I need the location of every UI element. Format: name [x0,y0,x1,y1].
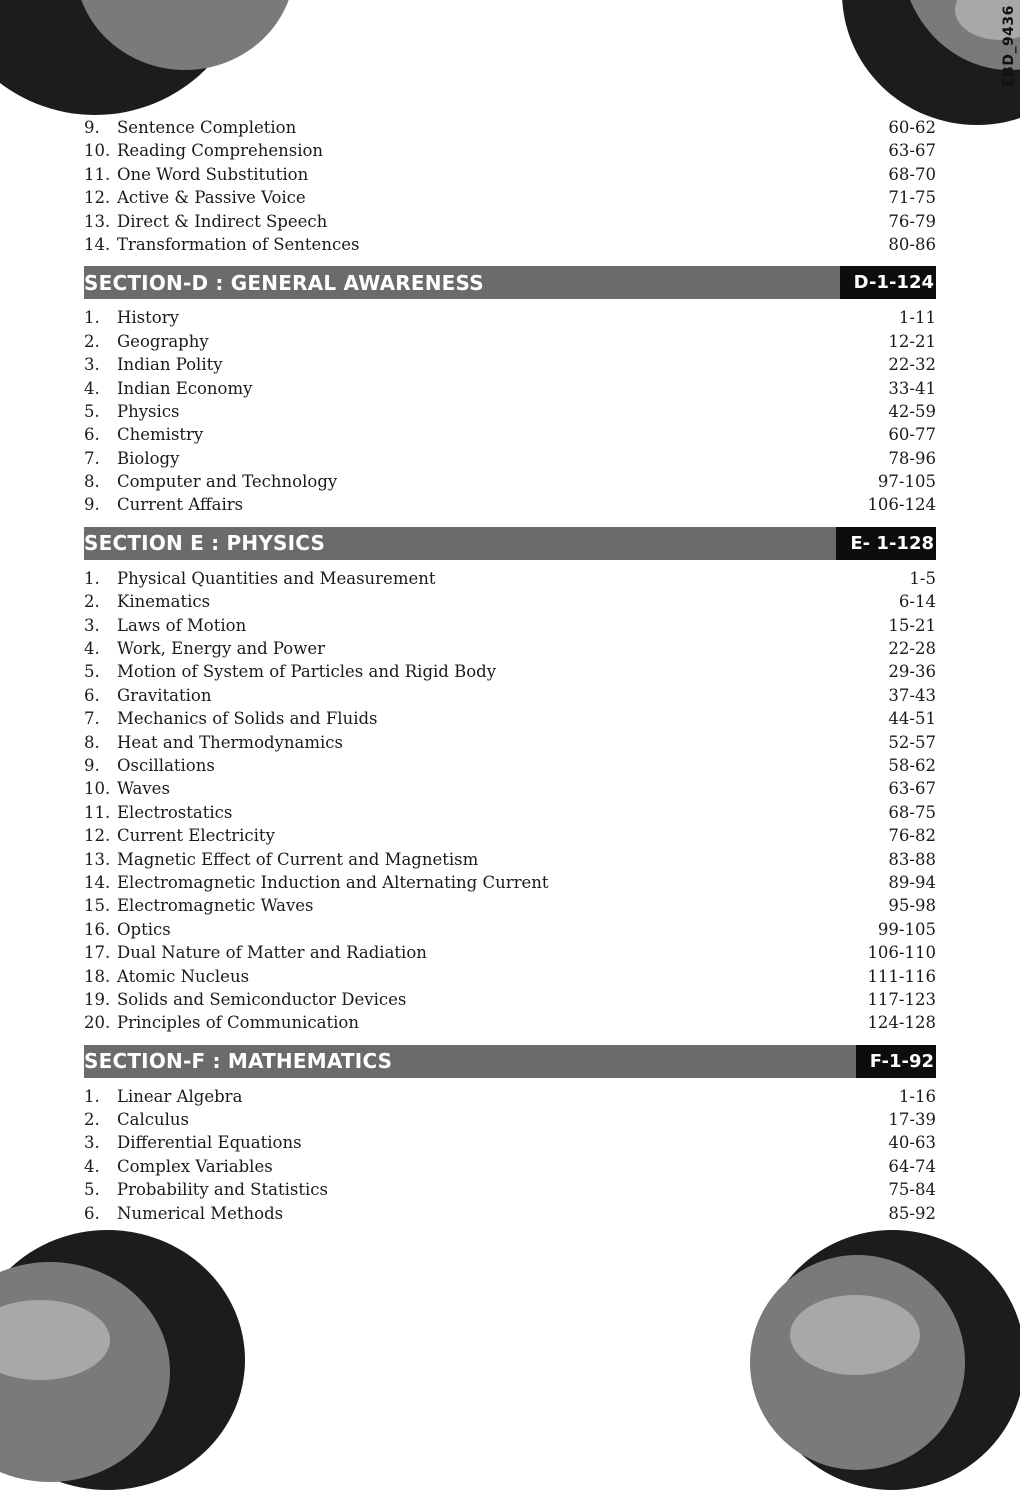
page-range: 97-105 [877,472,936,492]
decorative-circle-bottom-right-highlight [790,1295,920,1375]
chapter-title: Gravitation [117,685,212,705]
page-range: 1-5 [909,568,936,588]
chapter-title: Sentence Completion [117,118,297,137]
chapter-title: Differential Equations [117,1133,302,1153]
toc-row [84,848,936,871]
chapter-title: Probability and Statistics [117,1180,328,1200]
chapter-title: Dual Nature of Matter and Radiation [117,943,427,963]
toc-row [84,731,936,754]
section-page-range: E- 1-128 [836,527,936,560]
chapter-title: Mechanics of Solids and Fluids [117,709,378,729]
chapter-number: 1. [84,308,100,328]
section-page-range: F-1-92 [856,1045,936,1078]
toc-row [84,590,936,613]
section-header [84,527,936,560]
chapter-number: 6. [84,425,100,445]
chapter-number: 12. [84,188,111,208]
page-range: 22-32 [888,355,936,375]
toc-row [84,470,936,493]
page-range: 111-116 [867,966,936,986]
chapter-title: Oscillations [117,755,215,775]
page-range: 37-43 [888,685,936,705]
chapter-number: 4. [84,639,100,659]
chapter-title: Transformation of Sentences [117,234,360,254]
toc-row [84,139,936,162]
chapter-number: 14. [84,872,111,892]
chapter-number: 8. [84,472,100,492]
chapter-number: 9. [84,755,100,775]
chapter-number: 5. [84,1180,100,1200]
toc-row [84,1202,936,1225]
chapter-title: Solids and Semiconductor Devices [117,989,407,1009]
toc-row [84,965,936,988]
toc-row [84,707,936,730]
section-page-range: D-1-124 [840,266,936,299]
page-range: 60-62 [888,118,936,137]
chapter-number: 2. [84,331,100,351]
chapter-title: Optics [117,919,171,939]
toc-row [84,1108,936,1131]
page-range: 63-67 [888,779,936,799]
chapter-title: Motion of System of Particles and Rigid Body [117,662,497,682]
toc-row [84,1155,936,1178]
chapter-title: History [117,308,179,328]
chapter-title: Electrostatics [117,802,233,822]
chapter-title: Work, Energy and Power [117,639,326,659]
page-range: 64-74 [888,1156,936,1176]
chapter-number: 6. [84,685,100,705]
page-range: 33-41 [888,378,936,398]
page-range: 83-88 [888,849,936,869]
page-range: 117-123 [867,989,936,1009]
page-range: 89-94 [888,872,936,892]
page-range: 63-67 [888,141,936,161]
chapter-number: 6. [84,1203,100,1223]
chapter-title: Magnetic Effect of Current and Magnetism [117,849,479,869]
page-range: 58-62 [888,755,936,775]
chapter-title: Reading Comprehension [117,141,324,161]
toc-row [84,233,936,256]
side-code [1000,0,1018,92]
page-range: 17-39 [888,1110,936,1130]
chapter-number: 3. [84,1133,100,1153]
chapter-title: Calculus [117,1110,189,1130]
chapter-number: 17. [84,943,111,963]
page-range: 76-82 [888,826,936,846]
chapter-number: 16. [84,919,111,939]
toc-row [84,801,936,824]
toc-row [84,660,936,683]
toc-row [84,918,936,941]
chapter-title: Waves [117,779,170,799]
section-header [84,1045,936,1078]
toc-row [84,871,936,894]
chapter-number: 11. [84,164,111,184]
page-range: 68-70 [888,164,936,184]
toc-row [84,637,936,660]
page-range: 68-75 [888,802,936,822]
chapter-number: 13. [84,211,111,231]
chapter-number: 2. [84,1110,100,1130]
toc-row [84,423,936,446]
page-range: 22-28 [888,639,936,659]
section-title: SECTION-D : GENERAL AWARENESS [84,270,484,295]
page-range: 1-16 [898,1086,936,1106]
page-range: 29-36 [888,662,936,682]
section-title: SECTION E : PHYSICS [84,531,326,556]
toc-row [84,1178,936,1201]
chapter-title: Active & Passive Voice [117,188,306,208]
chapter-number: 9. [84,118,100,137]
continued-section-list [84,116,936,256]
chapter-title: Physical Quantities and Measurement [117,568,436,588]
chapter-title: Computer and Technology [117,472,338,492]
chapter-title: Heat and Thermodynamics [117,732,343,752]
chapter-title: Electromagnetic Induction and Alternating Current [117,872,549,892]
table-of-contents [84,116,936,1225]
chapter-number: 12. [84,826,111,846]
page-range: 124-128 [867,1013,936,1033]
chapter-number: 9. [84,495,100,515]
chapter-number: 3. [84,355,100,375]
toc-row [84,330,936,353]
chapter-number: 14. [84,234,111,254]
chapter-title: Numerical Methods [117,1203,284,1223]
chapter-title: Biology [117,448,180,468]
toc-row [84,894,936,917]
chapter-title: Geography [117,331,209,351]
toc-row [84,163,936,186]
toc-row [84,941,936,964]
chapter-title: Atomic Nucleus [117,966,250,986]
page-range: 42-59 [888,401,936,421]
chapter-title: Chemistry [117,425,204,445]
toc-row [84,754,936,777]
page-range: 75-84 [888,1180,936,1200]
chapter-number: 10. [84,141,111,161]
toc-row [84,1011,936,1034]
chapter-title: Laws of Motion [117,615,247,635]
chapter-number: 5. [84,401,100,421]
sections-container [84,266,936,1225]
toc-row [84,400,936,423]
chapter-title: Indian Polity [117,355,223,375]
chapter-number: 1. [84,1086,100,1106]
chapter-title: Principles of Communication [117,1013,359,1033]
toc-row [84,447,936,470]
page-range: 95-98 [888,896,936,916]
chapter-number: 11. [84,802,111,822]
toc-row [84,493,936,516]
toc-row [84,186,936,209]
chapter-number: 7. [84,709,100,729]
chapter-number: 7. [84,448,100,468]
chapter-number: 4. [84,1156,100,1176]
page-range: 78-96 [888,448,936,468]
chapter-number: 13. [84,849,111,869]
toc-row [84,824,936,847]
chapter-title: Current Affairs [117,495,244,515]
page-range: 106-124 [867,495,936,515]
section-title: SECTION-F : MATHEMATICS [84,1049,393,1074]
page-range: 106-110 [867,943,936,963]
chapter-title: Electromagnetic Waves [117,896,314,916]
toc-row [84,614,936,637]
page-range: 85-92 [888,1203,936,1223]
page-range: 71-75 [888,188,936,208]
toc-row [84,988,936,1011]
page-range: 76-79 [888,211,936,231]
toc-row [84,306,936,329]
page-range: 6-14 [898,592,936,612]
chapter-number: 5. [84,662,100,682]
page-range: 15-21 [888,615,936,635]
toc-row [84,116,936,139]
chapter-title: Indian Economy [117,378,253,398]
page-range: 1-11 [898,308,936,328]
chapter-title: Linear Algebra [117,1086,243,1106]
chapter-title: Complex Variables [117,1156,273,1176]
page-range: 40-63 [888,1133,936,1153]
page-range: 52-57 [888,732,936,752]
toc-row [84,1085,936,1108]
chapter-title: Direct & Indirect Speech [117,211,328,231]
page-range: 44-51 [888,709,936,729]
side-code-text: EBD_9436 [1001,5,1018,87]
toc-row [84,210,936,233]
chapter-number: 18. [84,966,111,986]
page-range: 99-105 [877,919,936,939]
chapter-title: Physics [117,401,180,421]
page-range: 60-77 [888,425,936,445]
chapter-number: 10. [84,779,111,799]
section-header [84,266,936,299]
page-range: 80-86 [888,234,936,254]
toc-row [84,1131,936,1154]
page-range: 12-21 [888,331,936,351]
chapter-title: One Word Substitution [117,164,309,184]
chapter-title: Current Electricity [117,826,275,846]
chapter-number: 1. [84,568,100,588]
chapter-number: 20. [84,1013,111,1033]
toc-row [84,777,936,800]
toc-row [84,377,936,400]
chapter-number: 4. [84,378,100,398]
chapter-number: 3. [84,615,100,635]
chapter-number: 2. [84,592,100,612]
chapter-title: Kinematics [117,592,211,612]
toc-row [84,353,936,376]
toc-row [84,567,936,590]
chapter-number: 8. [84,732,100,752]
chapter-number: 19. [84,989,111,1009]
chapter-number: 15. [84,896,111,916]
toc-row [84,684,936,707]
